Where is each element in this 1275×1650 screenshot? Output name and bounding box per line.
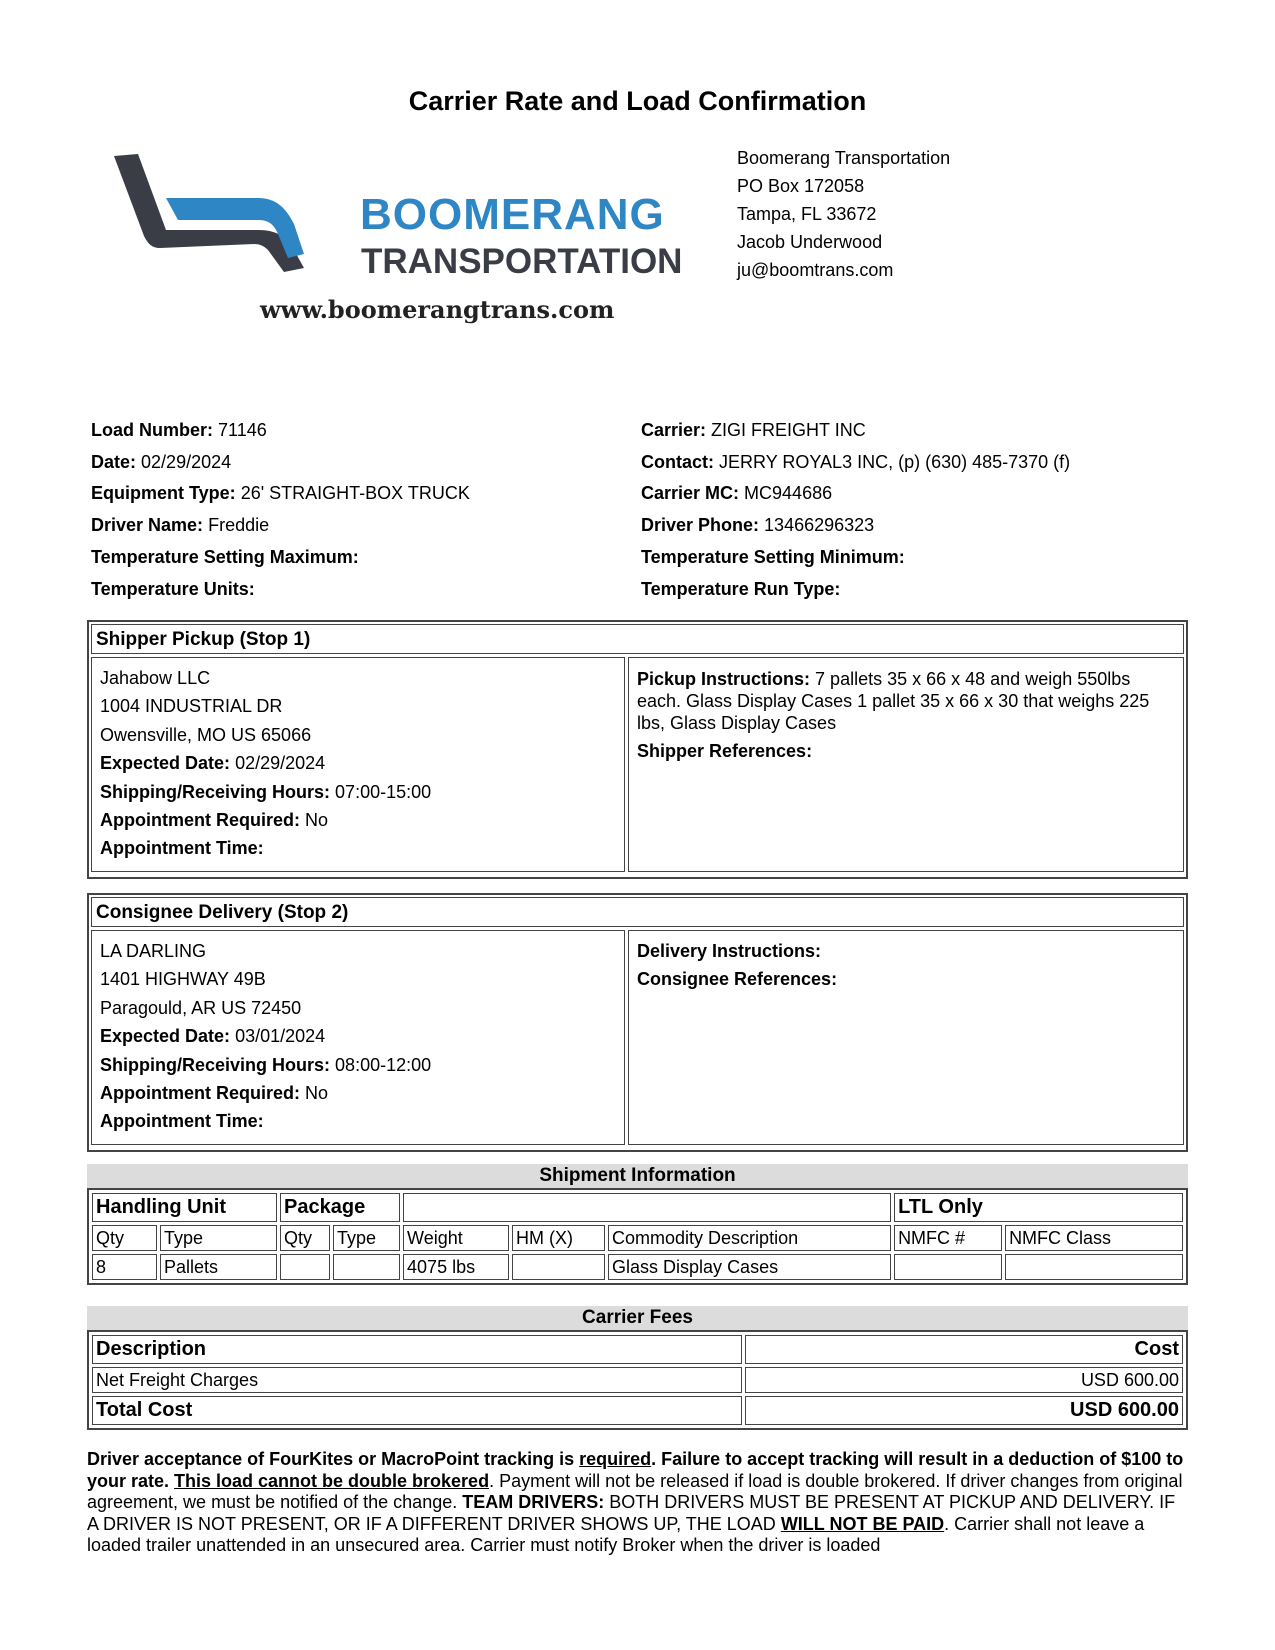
shipper-appt-req-value: No <box>305 810 329 831</box>
shipper-appt-time-label: Appointment Time: <box>100 838 264 859</box>
contact-row <box>641 447 1070 479</box>
pickup-instructions-value: 7 pallets 35 x 66 x 48 and weigh 550lbs each. Glass Display Cases 1 pallet 35 x 66 x 30 that weighs 225 lbs, Glass Display Cases <box>637 669 1150 733</box>
pickup-instructions-label: Pickup Instructions: <box>637 669 811 689</box>
cell-handling-type: Pallets <box>160 1254 277 1280</box>
shipper-details <box>91 657 625 872</box>
consignee-appt-req-label: Appointment Required: <box>100 1083 300 1104</box>
temp-min-row <box>641 542 1070 574</box>
table-row <box>92 1367 1183 1393</box>
shipper-expected-label: Expected Date: <box>100 753 231 774</box>
temp-run-label: Temperature Run Type: <box>641 578 841 599</box>
consignee-hours-label: Shipping/Receiving Hours: <box>100 1054 331 1075</box>
load-number-row <box>91 415 470 447</box>
carrier-mc-label: Carrier MC: <box>641 483 740 504</box>
fees-total-row <box>92 1396 1183 1425</box>
contact-label: Contact: <box>641 451 714 472</box>
carrier-fees-table <box>87 1330 1188 1430</box>
shipper-appt-req-label: Appointment Required: <box>100 810 300 831</box>
fees-cost-header: Cost <box>745 1335 1183 1364</box>
consignee-address: 1401 HIGHWAY 49B <box>100 969 266 990</box>
shipment-table <box>87 1188 1188 1285</box>
terms-part1: Driver acceptance of FourKites or MacroPoint tracking is <box>87 1449 580 1469</box>
logo-brand-line1: BOOMERANG <box>360 190 665 239</box>
group-ltl-only: LTL Only <box>894 1193 1183 1222</box>
company-contact: Jacob Underwood <box>737 232 883 252</box>
consignee-expected-label: Expected Date: <box>100 1026 231 1047</box>
driver-phone-row <box>641 510 1070 542</box>
date-value: 02/29/2024 <box>141 451 232 472</box>
driver-name-row <box>91 510 470 542</box>
company-name: Boomerang Transportation <box>737 148 951 168</box>
shipment-column-header-row <box>92 1225 1183 1251</box>
consignee-name: LA DARLING <box>100 941 207 961</box>
consignee-hours-value: 08:00-12:00 <box>335 1054 432 1075</box>
company-address-line1: PO Box 172058 <box>737 176 865 196</box>
consignee-details <box>91 930 625 1145</box>
load-info-left <box>91 415 470 605</box>
cell-hm <box>512 1254 605 1280</box>
terms-part2: . Failure to accept tracking will result in a deduction of $100 to your rate. <box>87 1449 1184 1491</box>
cell-package-qty <box>280 1254 330 1280</box>
temp-max-label: Temperature Setting Maximum: <box>91 546 359 567</box>
driver-phone-value: 13466296323 <box>764 515 875 536</box>
cell-package-type <box>333 1254 400 1280</box>
carrier-fees-title: Carrier Fees <box>87 1306 1188 1330</box>
carrier-row <box>641 415 1070 447</box>
fees-description-header: Description <box>92 1335 742 1364</box>
col-header: Type <box>160 1225 277 1251</box>
col-header: Commodity Description <box>608 1225 891 1251</box>
temp-units-label: Temperature Units: <box>91 578 255 599</box>
shipment-group-header-row <box>92 1193 1183 1222</box>
shipper-instructions <box>628 657 1184 872</box>
load-number-label: Load Number: <box>91 420 214 440</box>
terms-double-brokered: This load cannot be double brokered <box>174 1470 490 1491</box>
col-header: NMFC # <box>894 1225 1002 1251</box>
col-header: Qty <box>92 1225 157 1251</box>
terms-paragraph <box>87 1449 1189 1557</box>
group-package: Package <box>280 1193 400 1222</box>
company-logo <box>108 150 688 330</box>
carrier-mc-value: MC944686 <box>744 483 833 504</box>
terms-part6: BOTH DRIVERS MUST BE PRESENT AT PICKUP AND DELIVERY. IF A DRIVER IS NOT PRESENT, OR IF A DIFFERENT DRIVER SHOWS UP, THE LOAD <box>87 1492 1176 1534</box>
consignee-city: Paragould, AR US 72450 <box>100 997 302 1018</box>
consignee-instructions <box>628 930 1184 1145</box>
col-header: HM (X) <box>512 1225 605 1251</box>
consignee-appt-req-value: No <box>305 1083 329 1104</box>
fee-description: Net Freight Charges <box>92 1367 742 1393</box>
temp-min-label: Temperature Setting Minimum: <box>641 546 905 567</box>
shipper-references-label: Shipper References: <box>637 741 813 761</box>
carrier-value: ZIGI FREIGHT INC <box>711 420 866 440</box>
company-email[interactable]: ju@boomtrans.com <box>737 260 894 280</box>
total-cost-value: USD 600.00 <box>745 1396 1183 1425</box>
logo-brand-line2: TRANSPORTATION <box>361 242 683 281</box>
date-row <box>91 447 470 479</box>
terms-will-not-be-paid: WILL NOT BE PAID <box>780 1513 945 1534</box>
boomerang-logo-icon <box>108 150 308 280</box>
terms-team-drivers: TEAM DRIVERS: <box>462 1492 605 1512</box>
driver-phone-label: Driver Phone: <box>641 515 760 536</box>
consignee-references-label: Consignee References: <box>637 969 838 990</box>
total-cost-label: Total Cost <box>92 1396 742 1425</box>
terms-part4: . Payment will not be released if load is double brokered. If driver changes from original agreement, we must be notified of the change. <box>87 1470 1183 1512</box>
col-header: NMFC Class <box>1005 1225 1183 1251</box>
driver-name-label: Driver Name: <box>91 515 204 536</box>
carrier-label: Carrier: <box>641 420 707 440</box>
equipment-row <box>91 478 470 510</box>
temp-units-row <box>91 574 470 606</box>
shipment-info-title: Shipment Information <box>87 1164 1188 1188</box>
shipper-header: Shipper Pickup (Stop 1) <box>91 624 1184 654</box>
equipment-label: Equipment Type: <box>91 483 236 504</box>
cell-handling-qty: 8 <box>92 1254 157 1280</box>
document-title: Carrier Rate and Load Confirmation <box>408 86 867 116</box>
temp-run-row <box>641 574 1070 606</box>
shipper-pickup-box <box>87 620 1188 879</box>
col-header: Qty <box>280 1225 330 1251</box>
cell-nmfc-class <box>1005 1254 1183 1280</box>
temp-max-row <box>91 542 470 574</box>
cell-commodity: Glass Display Cases <box>608 1254 891 1280</box>
shipper-name: Jahabow LLC <box>100 668 211 688</box>
driver-name-value: Freddie <box>208 515 270 536</box>
shipper-hours-value: 07:00-15:00 <box>335 781 432 802</box>
col-header: Type <box>333 1225 400 1251</box>
shipper-expected-value: 02/29/2024 <box>235 753 326 774</box>
carrier-mc-row <box>641 478 1070 510</box>
consignee-delivery-box <box>87 893 1188 1152</box>
group-blank <box>403 1193 891 1222</box>
logo-website: www.boomerangtrans.com <box>260 295 615 324</box>
shipper-address: 1004 INDUSTRIAL DR <box>100 696 283 717</box>
shipper-city: Owensville, MO US 65066 <box>100 724 312 745</box>
company-address-block <box>737 144 950 284</box>
delivery-instructions-label: Delivery Instructions: <box>637 941 822 961</box>
shipper-hours-label: Shipping/Receiving Hours: <box>100 781 331 802</box>
consignee-header: Consignee Delivery (Stop 2) <box>91 897 1184 927</box>
fee-cost: USD 600.00 <box>745 1367 1183 1393</box>
cell-nmfc-number <box>894 1254 1002 1280</box>
cell-weight: 4075 lbs <box>403 1254 509 1280</box>
group-handling-unit: Handling Unit <box>92 1193 277 1222</box>
consignee-appt-time-label: Appointment Time: <box>100 1111 264 1132</box>
load-info-right <box>641 415 1070 605</box>
fees-header-row <box>92 1335 1183 1364</box>
terms-part8: . Carrier shall not leave a loaded trailer unattended in an unsecured area. Carrier must notify Broker when the driver is loaded <box>87 1513 1145 1555</box>
contact-value: JERRY ROYAL3 INC, (p) (630) 485-7370 (f) <box>719 451 1071 472</box>
company-address-line2: Tampa, FL 33672 <box>737 204 877 224</box>
consignee-expected-value: 03/01/2024 <box>235 1026 326 1047</box>
equipment-value: 26' STRAIGHT-BOX TRUCK <box>240 483 470 504</box>
col-header: Weight <box>403 1225 509 1251</box>
date-label: Date: <box>91 451 137 472</box>
terms-required: required <box>579 1449 652 1469</box>
load-number-value: 71146 <box>218 420 267 440</box>
table-row <box>92 1254 1183 1280</box>
